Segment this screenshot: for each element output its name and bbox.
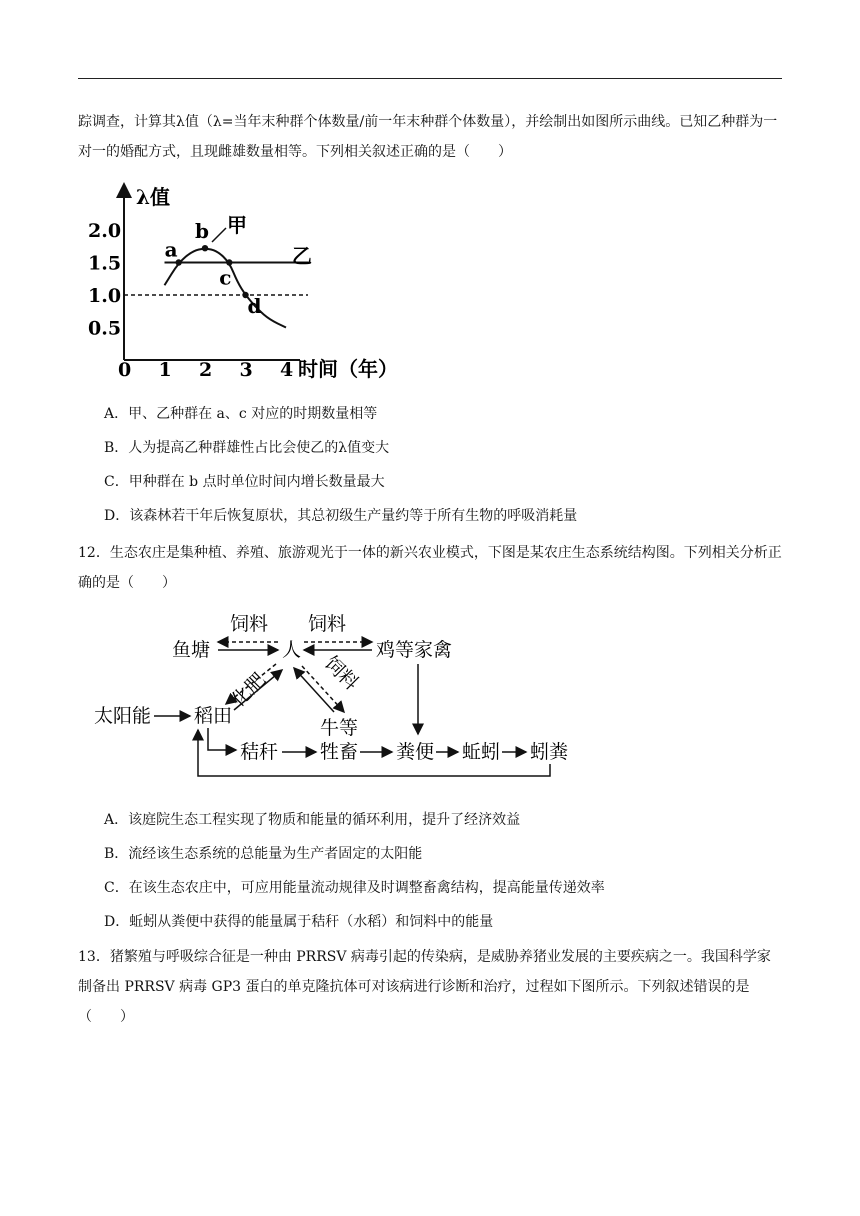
q12-option-a: A．该庭院生态工程实现了物质和能量的循环利用，提升了经济效益 — [104, 812, 521, 828]
series-yi-label: 乙 — [292, 244, 312, 268]
header-rule — [78, 78, 782, 79]
x-tick-label: 1 — [158, 359, 172, 381]
node-human: 人 — [282, 639, 302, 661]
label-feed-diag: 饲料 — [320, 652, 363, 695]
y-tick-label: 2.0 — [88, 220, 122, 242]
point-label-d: d — [247, 294, 262, 318]
q12-option-b: B．流经该生态系统的总能量为生产者固定的太阳能 — [104, 846, 423, 862]
node-fishpond: 鱼塘 — [172, 639, 211, 661]
node-livestock-1: 牛等 — [320, 717, 359, 739]
series-jia-label: 甲 — [227, 213, 247, 237]
x-tick-label: 3 — [239, 359, 253, 381]
q11-option-b: B．人为提高乙种群雄性占比会使乙的λ值变大 — [104, 440, 390, 456]
x-tick-label: 0 — [118, 359, 132, 381]
label-feed-right: 饲料 — [308, 613, 347, 635]
q11-option-c: C．甲种群在 b 点时单位时间内增长数量最大 — [104, 474, 385, 490]
node-sun: 太阳能 — [94, 705, 152, 727]
node-straw: 秸秆 — [240, 741, 279, 763]
y-tick-label: 0.5 — [88, 317, 122, 340]
q12-option-c: C．在该生态农庄中，可应用能量流动规律及时调整畜禽结构，提高能量传递效率 — [104, 880, 605, 896]
node-manure: 粪便 — [396, 741, 435, 763]
q11-stem: 踪调查，计算其λ值（λ=当年末种群个体数量/前一年末种群个体数量），并绘制出如图所示曲线。已知乙种群为一对一的婚配方式，且现雌雄数量相等。下列相关叙述正确的是（ ） — [78, 114, 778, 160]
y-tick-label: 1.0 — [88, 285, 122, 307]
x-tick-label: 4 — [280, 359, 294, 381]
q12-stem: 12．生态农庄是集种植、养殖、旅游观光于一体的新兴农业模式，下图是某农庄生态系统结构图。下列相关分析正确的是（ ） — [78, 545, 782, 591]
q11-option-d: D．该森林若干年后恢复原状，其总初级生产量约等于所有生物的呼吸消耗量 — [104, 508, 578, 524]
jia-leader — [212, 228, 226, 242]
node-earthworm: 蚯蚓 — [462, 741, 501, 763]
node-worm-manure: 蚓粪 — [530, 741, 569, 763]
x-tick-label: 2 — [199, 359, 213, 381]
arrow-rice-to-straw — [208, 728, 236, 750]
lambda-chart — [80, 180, 420, 390]
q12-option-d: D．蚯蚓从粪便中获得的能量属于秸秆（水稻）和饲料中的能量 — [104, 914, 494, 930]
node-rice: 稻田 — [194, 705, 233, 727]
label-fertilizer: 化肥 — [227, 668, 270, 712]
node-poultry: 鸡等家禽 — [376, 639, 453, 661]
point-b — [202, 245, 208, 251]
y-tick-label: 1.5 — [88, 252, 122, 275]
q11-option-a: A．甲、乙种群在 a、c 对应的时期数量相等 — [104, 406, 378, 422]
x-axis-label: 时间（年） — [298, 357, 398, 381]
y-axis-label: λ值 — [136, 185, 171, 209]
label-feed-left: 饲料 — [230, 613, 269, 635]
point-label-a: a — [164, 237, 178, 262]
point-label-b: b — [195, 219, 209, 244]
point-label-c: c — [219, 265, 232, 290]
q13-stem: 13．猪繁殖与呼吸综合征是一种由 PRRSV 病毒引起的传染病，是威胁养猪业发展的主要疾病之一。我国科学家制备出 PRRSV 病毒 GP3 蛋白的单克隆抗体可对该病进行诊断和治疗，过程如下图所示。下列叙述错误的是（ ） — [78, 949, 771, 1025]
eco-farm-diagram — [90, 608, 590, 788]
node-livestock-2: 牲畜 — [320, 741, 359, 763]
